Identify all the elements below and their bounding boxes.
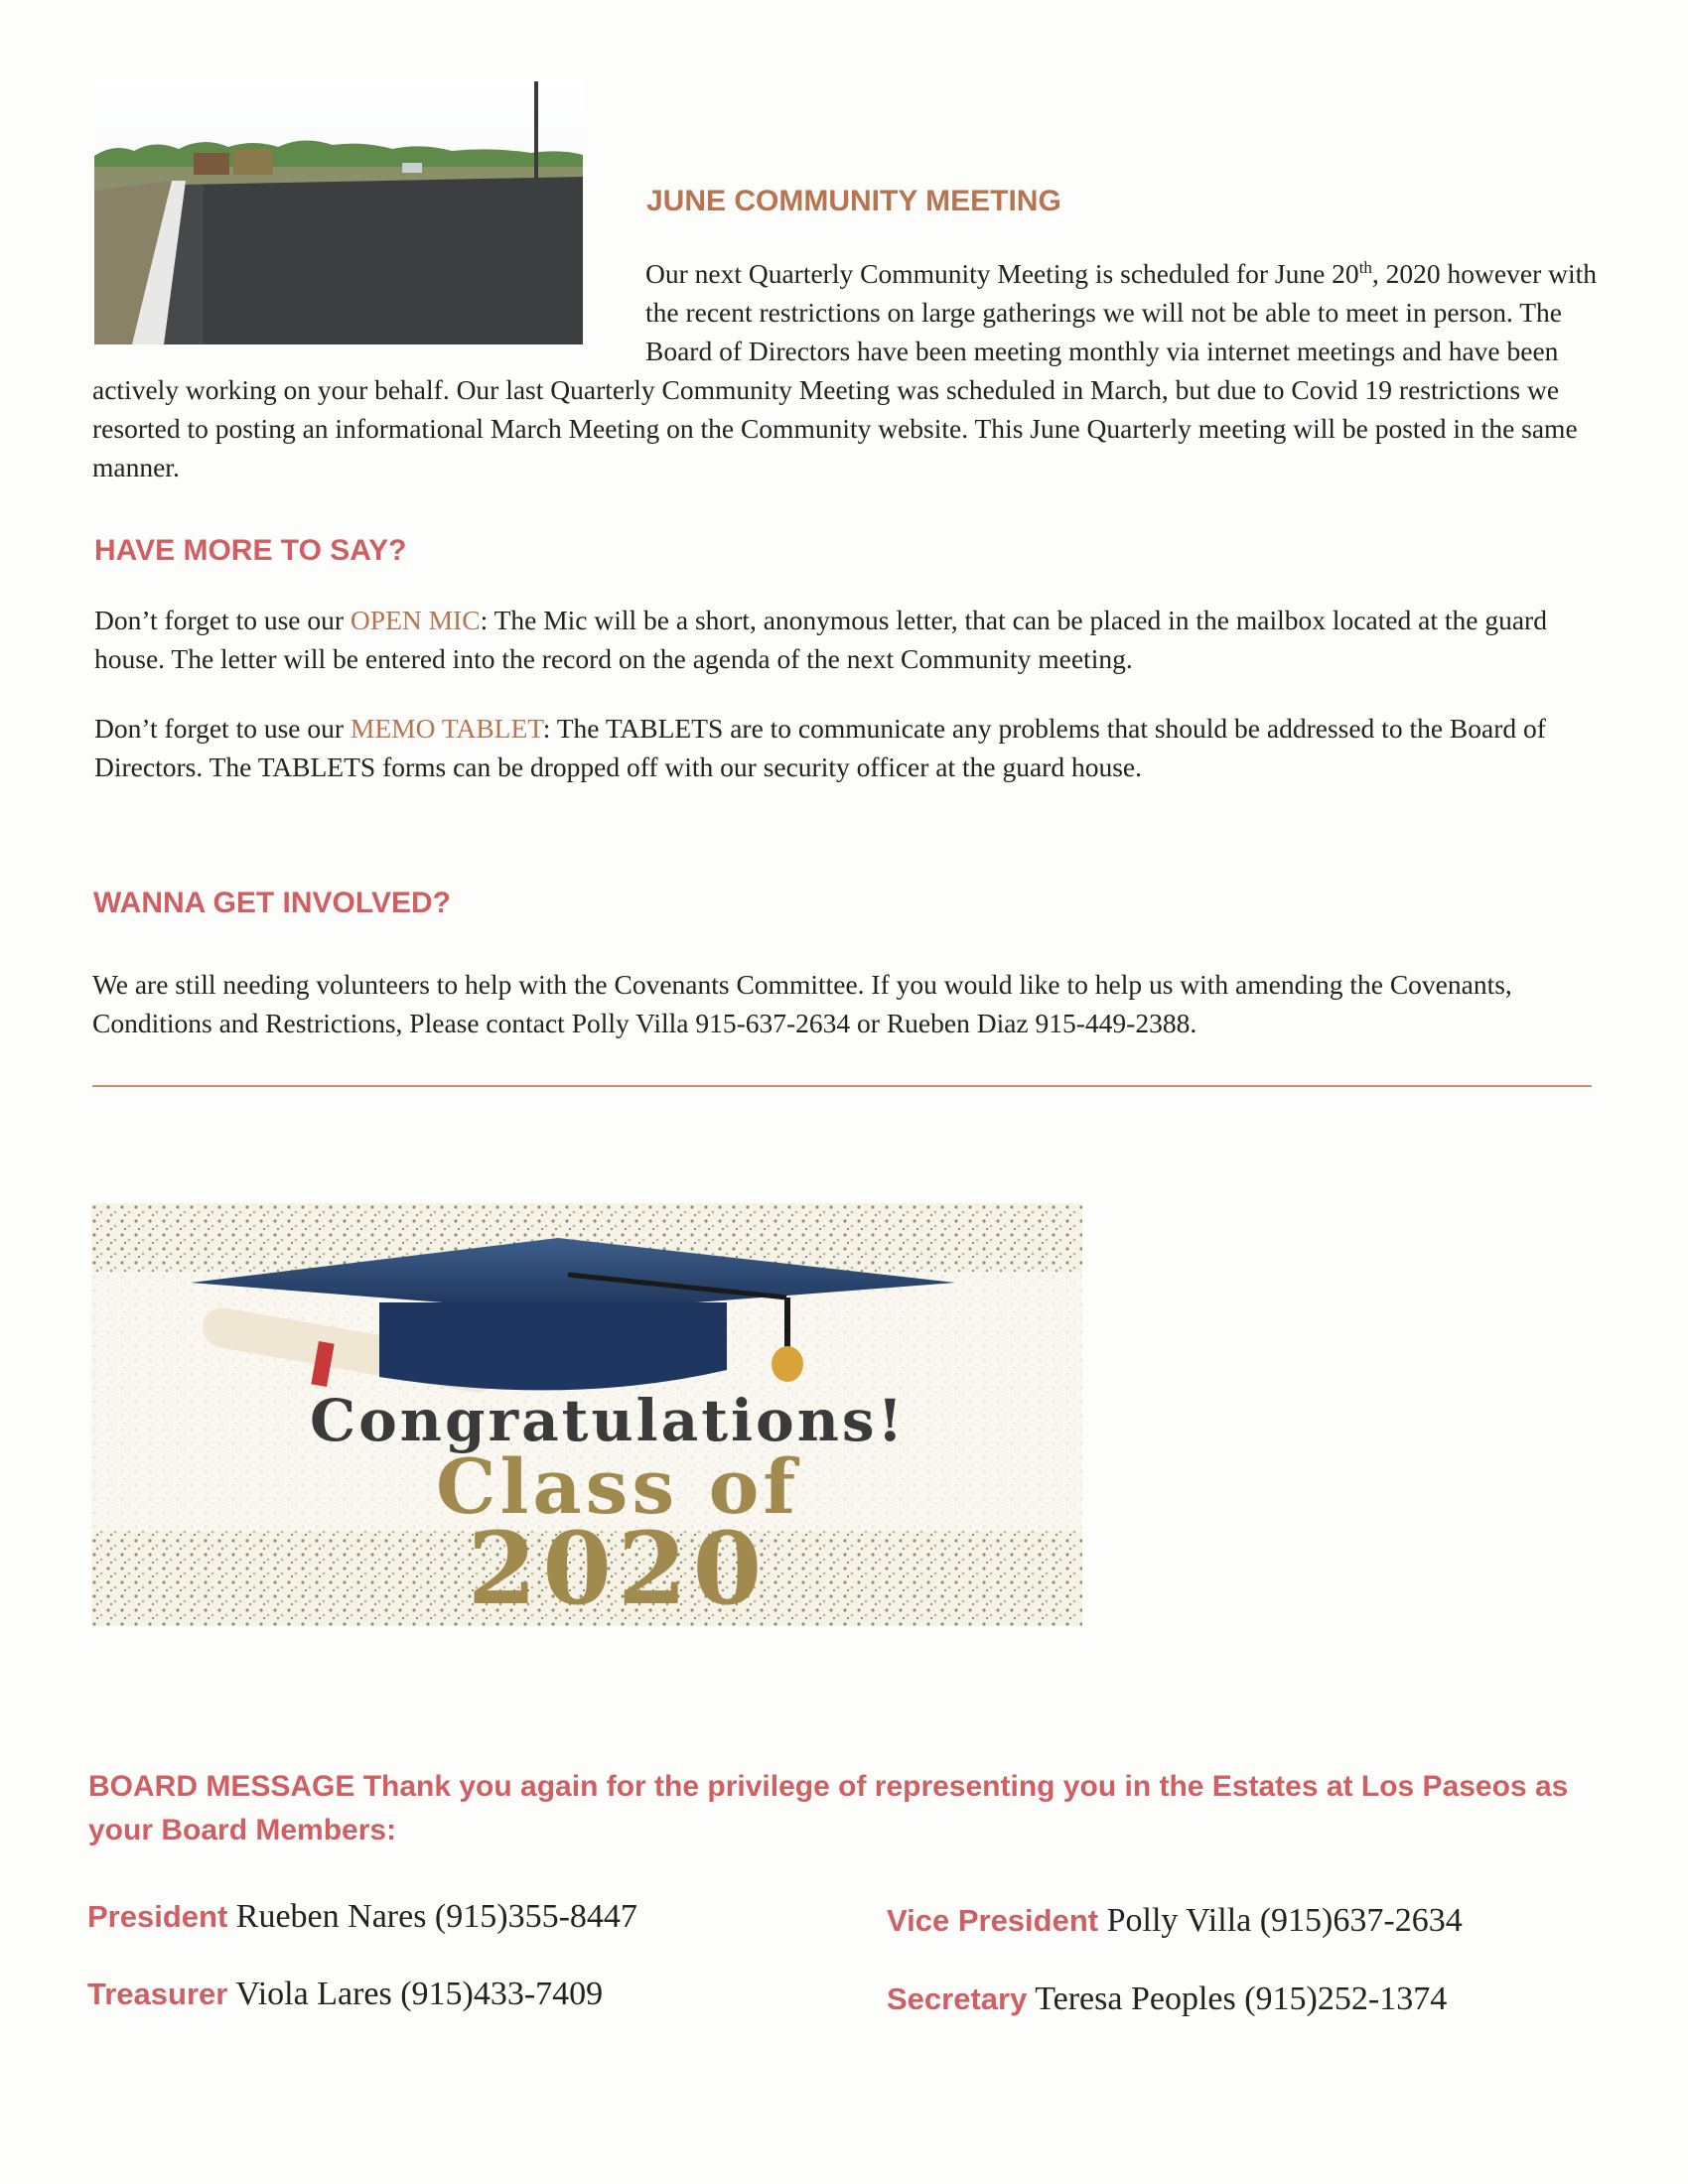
june-meeting-text-rest: , 2020 however with the recent restrictions on large gatherings we will not be able to meet in person. The Board of Directors have been meeting monthly via internet meetings and have been actively working on your behalf. Our last Quarterly Community Meeting was scheduled in March, but due to Covid 19 restrictions we resorted to posting an informational March Meeting on the Community website. This June Quarterly meeting will be posted in the same manner. bbox=[92, 258, 1597, 483]
memo-tablet-text: : The TABLETS are to communicate any problems that should be addressed to the Board of Directors. The TABLETS forms can be dropped off with our security officer at the guard house. bbox=[94, 713, 1546, 782]
officer-vice-president bbox=[887, 1902, 1463, 1940]
have-more-to-say-heading: HAVE MORE TO SAY? bbox=[94, 534, 407, 567]
board-message: BOARD MESSAGE Thank you again for the privilege of representing you in the Estates at Los Paseos as your Board Members: bbox=[88, 1770, 1569, 1846]
get-involved-heading: WANNA GET INVOLVED? bbox=[93, 887, 451, 919]
memo-tablet-paragraph bbox=[94, 709, 1599, 786]
section-divider bbox=[92, 1085, 1592, 1087]
officer-role: Vice President bbox=[887, 1903, 1099, 1938]
officer-role: Treasurer bbox=[87, 1977, 228, 2011]
class-of-text: Class of bbox=[435, 1442, 800, 1531]
june-meeting-heading: JUNE COMMUNITY MEETING bbox=[646, 185, 1061, 217]
officer-name: Viola Lares (915)433-7409 bbox=[235, 1976, 604, 2012]
get-involved-paragraph: We are still needing volunteers to help with the Covenants Committee. If you would like to help us with amending the Covenants, Conditions and Restrictions, Please contact Polly Villa 915-637-2634 or Rueben Diaz 915-449-2388. bbox=[92, 969, 1512, 1038]
officer-role: President bbox=[87, 1899, 228, 1934]
officer-name: Rueben Nares (915)355-8447 bbox=[235, 1898, 637, 1935]
memo-tablet-prefix: Don’t forget to use our bbox=[94, 713, 351, 744]
congratulations-text: Congratulations! bbox=[309, 1387, 907, 1454]
graduation-congratulations-image bbox=[91, 1203, 1082, 1626]
officer-name: Teresa Peoples (915)252-1374 bbox=[1035, 1980, 1448, 2017]
open-mic-text: : The Mic will be a short, anonymous letter, that can be placed in the mailbox located at the guard house. The letter will be entered into the record on the agenda of the next Community meeting. bbox=[94, 605, 1547, 674]
officer-role: Secretary bbox=[887, 1981, 1028, 2016]
open-mic-paragraph bbox=[94, 601, 1599, 678]
officer-name: Polly Villa (915)637-2634 bbox=[1106, 1902, 1463, 1939]
open-mic-prefix: Don’t forget to use our bbox=[94, 605, 351, 635]
date-suffix-inline: th bbox=[1358, 258, 1372, 277]
open-mic-label: OPEN MIC bbox=[350, 605, 481, 635]
memo-tablet-label: MEMO TABLET bbox=[350, 713, 543, 744]
june-meeting-paragraph bbox=[92, 248, 1599, 486]
officer-treasurer bbox=[87, 1976, 603, 2013]
year-2020-text: 2020 bbox=[467, 1510, 769, 1626]
officer-president bbox=[87, 1898, 637, 1936]
officer-secretary bbox=[887, 1980, 1447, 2018]
june-meeting-text-start: Our next Quarterly Community Meeting is scheduled for June 20 bbox=[645, 258, 1359, 290]
